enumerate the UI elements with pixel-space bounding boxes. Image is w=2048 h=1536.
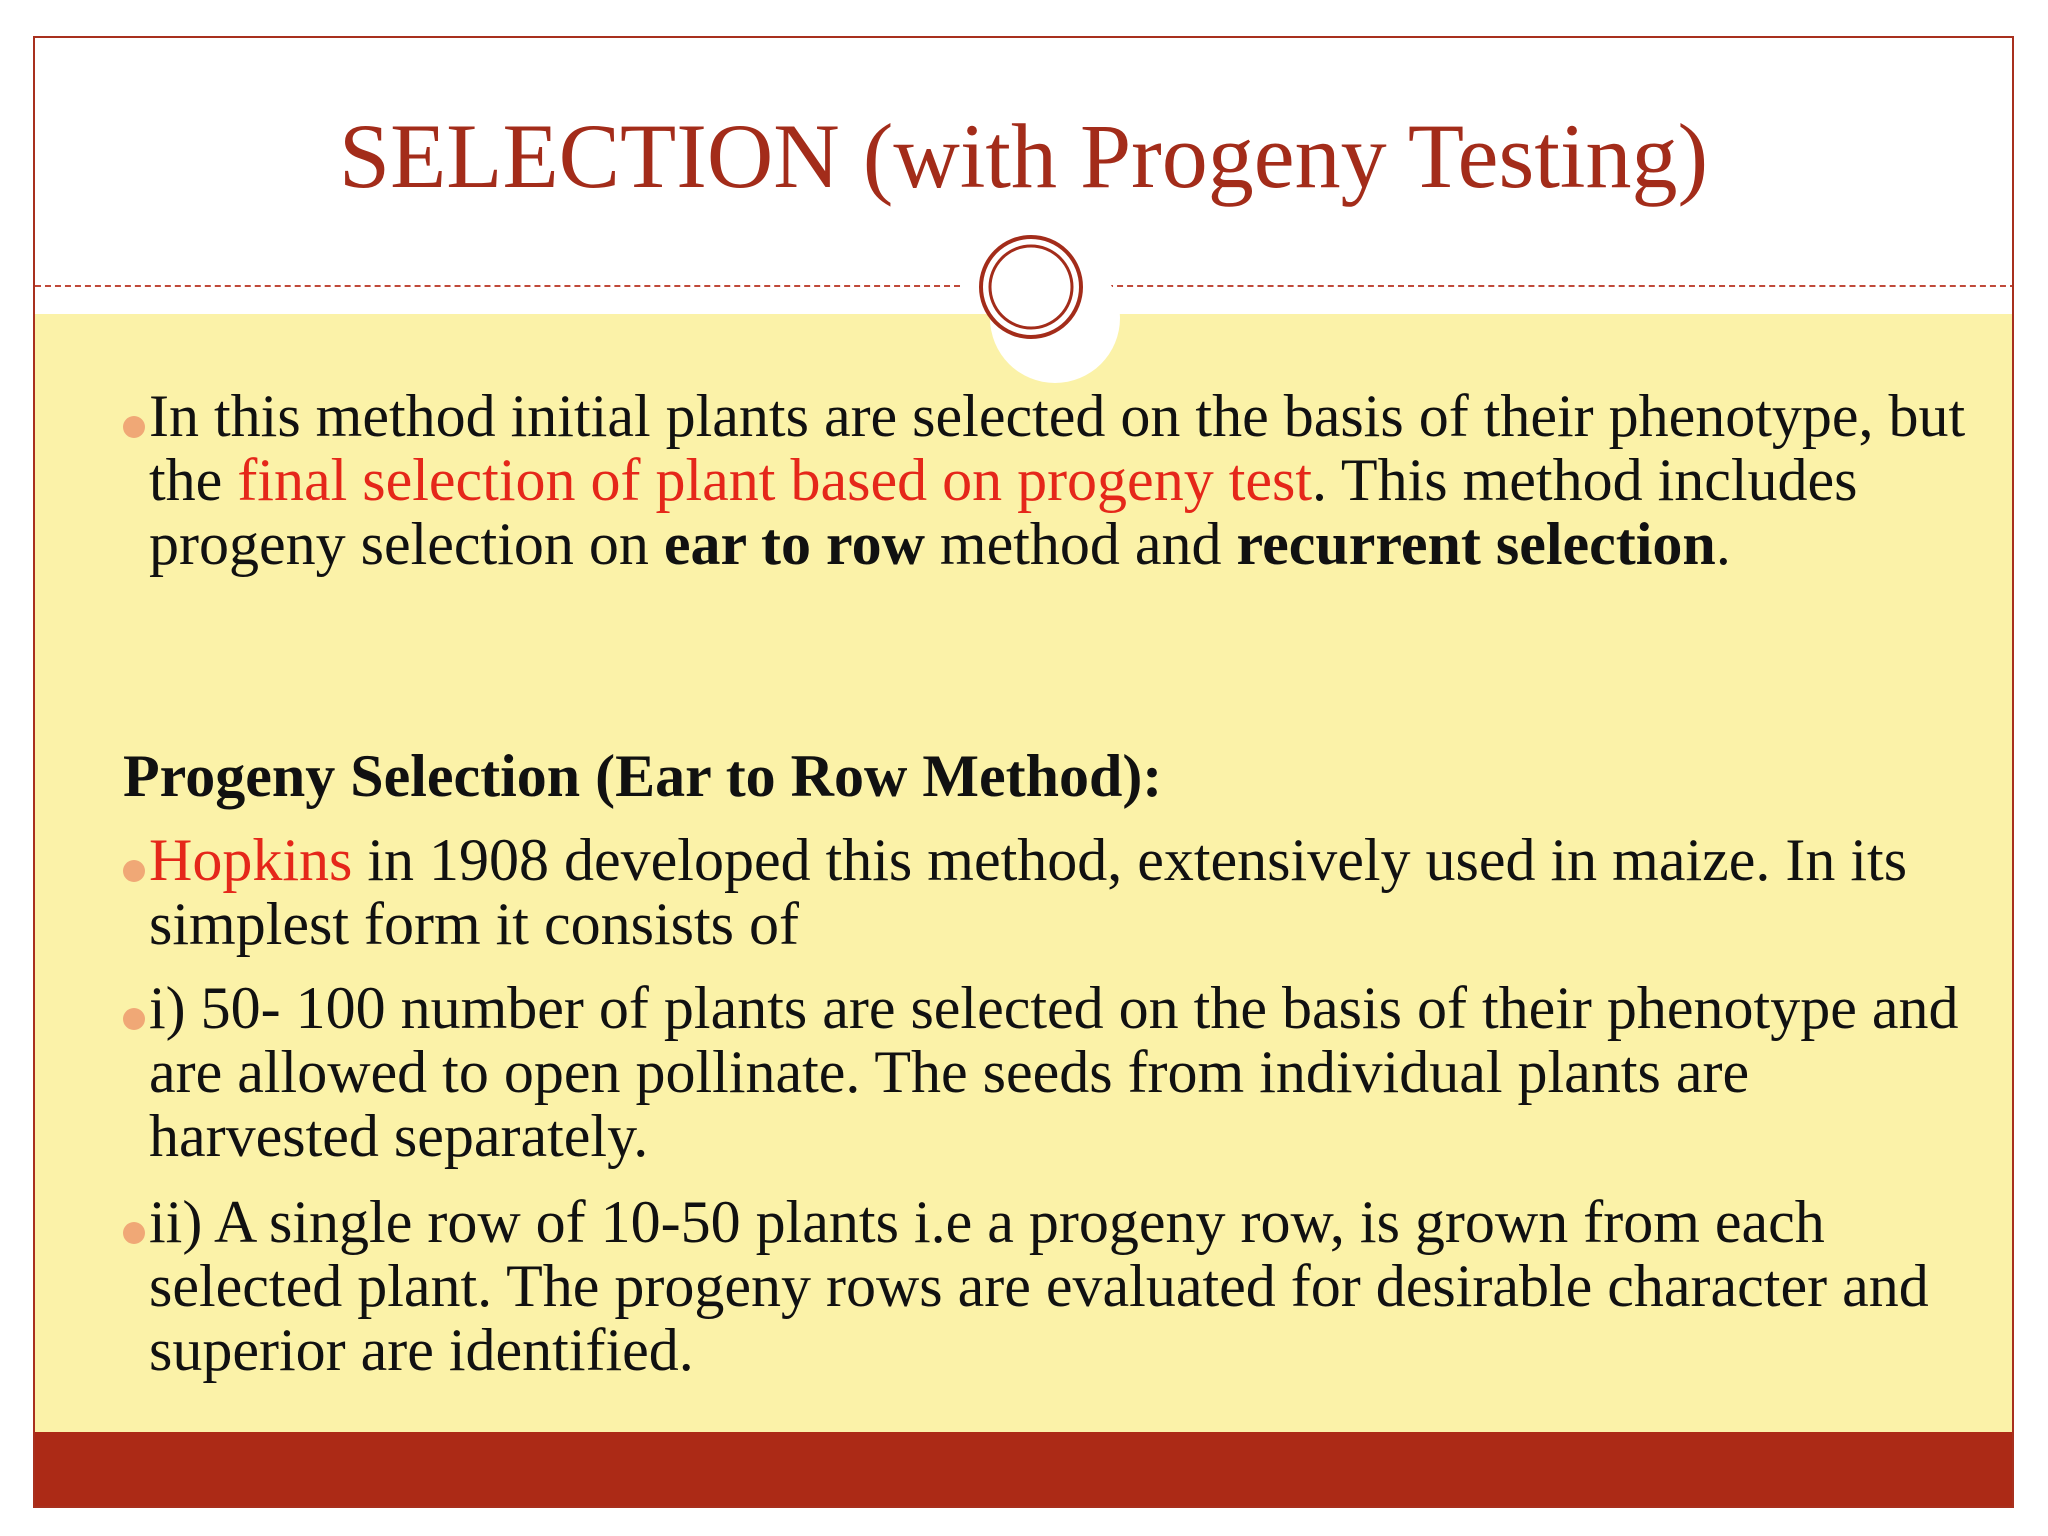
slide-frame: [33, 36, 2014, 1508]
intro-bullet-text: [149, 384, 1969, 576]
title-divider-left: [35, 285, 960, 287]
round-bullet-icon: [123, 1222, 145, 1244]
intro-text-part1: In this method initial plants are selected on the basis of their phenotype, but the: [149, 383, 1966, 513]
intro-text-part2: . This method includes progeny selection on: [149, 447, 1858, 577]
round-bullet-icon: [123, 416, 145, 438]
bullet-text: ii) A single row of 10-50 plants i.e a progeny row, is grown from each selected plant. The progeny rows are evaluated for desirable character and superior are identified.: [149, 1189, 1929, 1383]
intro-bold-recurrent-selection: recurrent selection: [1236, 511, 1716, 577]
round-bullet-icon: [123, 1008, 145, 1030]
section-heading: Progeny Selection (Ear to Row Method):: [123, 743, 1163, 809]
bullet-highlight-hopkins: Hopkins: [149, 827, 353, 893]
bullet-text: i) 50- 100 number of plants are selected on the basis of their phenotype and are allowed to open pollinate. The seeds from individual plants are harvested separately.: [149, 975, 1959, 1169]
bullet-text-body: in 1908 developed this method, extensively used in maize. In its simplest form it consists of: [149, 827, 1908, 957]
intro-text-part3: method and: [924, 511, 1237, 577]
intro-text-part4: .: [1715, 511, 1731, 577]
bullet-item: [149, 976, 1989, 1168]
bullet-item: [149, 828, 1989, 956]
intro-bullet: [149, 384, 1989, 576]
bullet-item: [149, 1190, 1989, 1382]
footer-bar: [35, 1432, 2012, 1508]
intro-highlight: final selection of plant based on progeny test: [237, 447, 1313, 513]
bullet-text: [149, 828, 1969, 956]
title-divider-right: [1097, 285, 2014, 287]
slide-title: SELECTION (with Progeny Testing): [338, 105, 1709, 207]
content-area: [35, 314, 2012, 1469]
round-bullet-icon: [123, 860, 145, 882]
intro-bold-ear-to-row: ear to row: [663, 511, 925, 577]
double-ring-circle-icon: [977, 233, 1085, 341]
